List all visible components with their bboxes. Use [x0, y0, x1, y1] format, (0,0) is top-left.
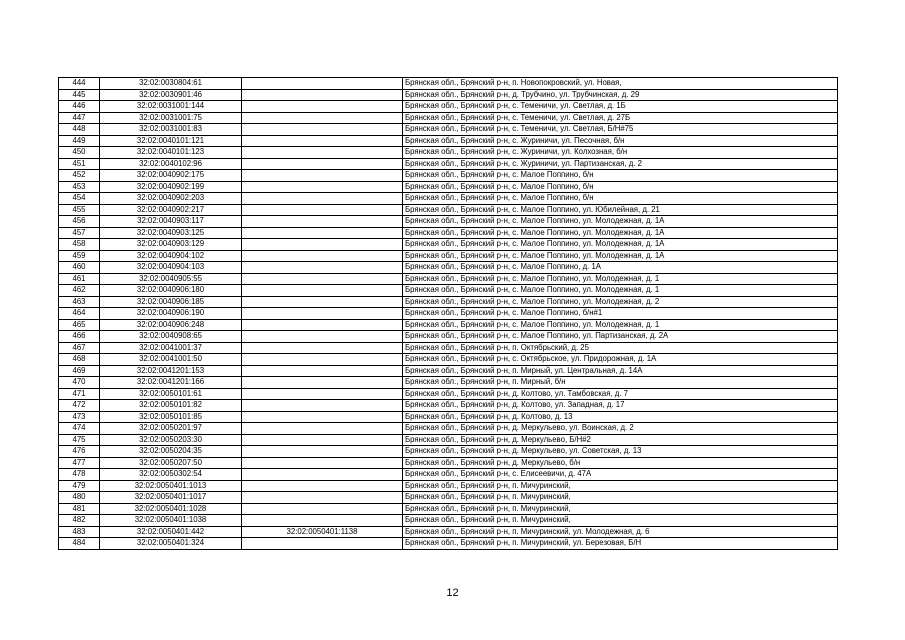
table-row — [59, 170, 838, 182]
row-number-cell: 469 — [59, 365, 100, 377]
table-row — [59, 342, 838, 354]
related-cadastral-number-cell — [242, 285, 403, 297]
address-cell: Брянская обл., Брянский р-н, с. Малое Поппино, ул. Молодежная, д. 1 — [403, 285, 838, 297]
table-row — [59, 124, 838, 136]
address-cell: Брянская обл., Брянский р-н, п. Мичуринский, — [403, 503, 838, 515]
table-row — [59, 204, 838, 216]
address-cell: Брянская обл., Брянский р-н, д. Меркульево, Б/Н#2 — [403, 434, 838, 446]
related-cadastral-number-cell — [242, 273, 403, 285]
address-cell: Брянская обл., Брянский р-н, п. Мичуринский, ул. Березовая, Б/Н — [403, 538, 838, 550]
row-number-cell: 472 — [59, 400, 100, 412]
related-cadastral-number-cell — [242, 181, 403, 193]
row-number-cell: 483 — [59, 526, 100, 538]
table-row — [59, 250, 838, 262]
address-cell: Брянская обл., Брянский р-н, п. Мирный, ул. Центральная, д. 14А — [403, 365, 838, 377]
related-cadastral-number-cell — [242, 331, 403, 343]
row-number-cell: 454 — [59, 193, 100, 205]
table-row — [59, 480, 838, 492]
table-row — [59, 377, 838, 389]
table-row — [59, 434, 838, 446]
row-number-cell: 468 — [59, 354, 100, 366]
related-cadastral-number-cell — [242, 469, 403, 481]
table-row — [59, 515, 838, 527]
row-number-cell: 458 — [59, 239, 100, 251]
row-number-cell: 471 — [59, 388, 100, 400]
address-cell: Брянская обл., Брянский р-н, с. Малое Поппино, ул. Молодежная, д. 1А — [403, 216, 838, 228]
table-row — [59, 308, 838, 320]
row-number-cell: 452 — [59, 170, 100, 182]
table-row — [59, 446, 838, 458]
table-row — [59, 354, 838, 366]
cadastral-number-cell: 32:02:0040903:125 — [100, 227, 242, 239]
cadastral-number-cell: 32:02:0040102:96 — [100, 158, 242, 170]
address-cell: Брянская обл., Брянский р-н, д. Трубчино, ул. Трубчинская, д. 29 — [403, 89, 838, 101]
related-cadastral-number-cell — [242, 388, 403, 400]
related-cadastral-number-cell — [242, 308, 403, 320]
table-row — [59, 492, 838, 504]
address-cell: Брянская обл., Брянский р-н, с. Журиничи, ул. Песочная, б/н — [403, 135, 838, 147]
cadastral-number-cell: 32:02:0040903:117 — [100, 216, 242, 228]
cadastral-number-cell: 32:02:0050401:1017 — [100, 492, 242, 504]
related-cadastral-number-cell — [242, 170, 403, 182]
cadastral-table — [58, 77, 838, 550]
row-number-cell: 463 — [59, 296, 100, 308]
page-number: 12 — [446, 587, 459, 599]
address-cell: Брянская обл., Брянский р-н, с. Теменичи, ул. Светлая, д. 1Б — [403, 101, 838, 113]
row-number-cell: 456 — [59, 216, 100, 228]
address-cell: Брянская обл., Брянский р-н, д. Меркульево, ул. Воинская, д. 2 — [403, 423, 838, 435]
row-number-cell: 448 — [59, 124, 100, 136]
row-number-cell: 446 — [59, 101, 100, 113]
cadastral-number-cell: 32:02:0050204:35 — [100, 446, 242, 458]
address-cell: Брянская обл., Брянский р-н, д. Меркульево, ул. Советская, д. 13 — [403, 446, 838, 458]
address-cell: Брянская обл., Брянский р-н, с. Теменичи, ул. Светлая, Б/Н#75 — [403, 124, 838, 136]
cadastral-number-cell: 32:02:0040906:248 — [100, 319, 242, 331]
address-cell: Брянская обл., Брянский р-н, п. Мичуринский, — [403, 515, 838, 527]
related-cadastral-number-cell — [242, 78, 403, 90]
row-number-cell: 464 — [59, 308, 100, 320]
address-cell: Брянская обл., Брянский р-н, п. Мичуринский, — [403, 492, 838, 504]
related-cadastral-number-cell — [242, 342, 403, 354]
related-cadastral-number-cell — [242, 89, 403, 101]
related-cadastral-number-cell — [242, 480, 403, 492]
table-row — [59, 262, 838, 274]
related-cadastral-number-cell — [242, 227, 403, 239]
row-number-cell: 481 — [59, 503, 100, 515]
related-cadastral-number-cell — [242, 446, 403, 458]
address-cell: Брянская обл., Брянский р-н, с. Журиничи, ул. Партизанская, д. 2 — [403, 158, 838, 170]
cadastral-number-cell: 32:02:0050401:1038 — [100, 515, 242, 527]
cadastral-number-cell: 32:02:0040902:199 — [100, 181, 242, 193]
row-number-cell: 482 — [59, 515, 100, 527]
cadastral-number-cell: 32:02:0040908:65 — [100, 331, 242, 343]
address-cell: Брянская обл., Брянский р-н, с. Малое Поппино, ул. Юбилейная, д. 21 — [403, 204, 838, 216]
table-row — [59, 469, 838, 481]
address-cell: Брянская обл., Брянский р-н, с. Малое Поппино, ул. Молодежная, д. 1А — [403, 250, 838, 262]
table-row — [59, 89, 838, 101]
cadastral-number-cell: 32:02:0050401:324 — [100, 538, 242, 550]
related-cadastral-number-cell — [242, 112, 403, 124]
cadastral-number-cell: 32:02:0040902:175 — [100, 170, 242, 182]
cadastral-number-cell: 32:02:0040905:55 — [100, 273, 242, 285]
table-row — [59, 457, 838, 469]
cadastral-number-cell: 32:02:0050101:85 — [100, 411, 242, 423]
related-cadastral-number-cell — [242, 193, 403, 205]
cadastral-number-cell: 32:02:0040904:102 — [100, 250, 242, 262]
row-number-cell: 444 — [59, 78, 100, 90]
related-cadastral-number-cell — [242, 423, 403, 435]
table-row — [59, 273, 838, 285]
table-row — [59, 147, 838, 159]
table-row — [59, 423, 838, 435]
cadastral-number-cell: 32:02:0050201:97 — [100, 423, 242, 435]
row-number-cell: 459 — [59, 250, 100, 262]
related-cadastral-number-cell — [242, 503, 403, 515]
address-cell: Брянская обл., Брянский р-н, с. Малое Поппино, ул. Молодежная, д. 1 — [403, 319, 838, 331]
cadastral-number-cell: 32:02:0050101:61 — [100, 388, 242, 400]
related-cadastral-number-cell — [242, 216, 403, 228]
address-cell: Брянская обл., Брянский р-н, с. Журиничи, ул. Колхозная, б/н — [403, 147, 838, 159]
row-number-cell: 480 — [59, 492, 100, 504]
row-number-cell: 461 — [59, 273, 100, 285]
address-cell: Брянская обл., Брянский р-н, с. Теменичи, ул. Светлая, д. 27Б — [403, 112, 838, 124]
address-cell: Брянская обл., Брянский р-н, д. Колтово, ул. Западная, д. 17 — [403, 400, 838, 412]
cadastral-number-cell: 32:02:0050207:50 — [100, 457, 242, 469]
address-cell: Брянская обл., Брянский р-н, с. Малое Поппино, ул. Молодежная, д. 2 — [403, 296, 838, 308]
table-row — [59, 365, 838, 377]
cadastral-number-cell: 32:02:0031001:75 — [100, 112, 242, 124]
row-number-cell: 473 — [59, 411, 100, 423]
table-row — [59, 331, 838, 343]
table-body — [59, 78, 838, 550]
related-cadastral-number-cell — [242, 101, 403, 113]
address-cell: Брянская обл., Брянский р-н, п. Мичуринский, — [403, 480, 838, 492]
table-row — [59, 526, 838, 538]
address-cell: Брянская обл., Брянский р-н, д. Колтово, ул. Тамбовская, д. 7 — [403, 388, 838, 400]
address-cell: Брянская обл., Брянский р-н, п. Мичуринский, ул. Молодежная, д. 6 — [403, 526, 838, 538]
related-cadastral-number-cell — [242, 158, 403, 170]
cadastral-number-cell: 32:02:0050203:30 — [100, 434, 242, 446]
table-row — [59, 193, 838, 205]
address-cell: Брянская обл., Брянский р-н, д. Колтово, д. 13 — [403, 411, 838, 423]
address-cell: Брянская обл., Брянский р-н, п. Октябрьский, д. 25 — [403, 342, 838, 354]
table-row — [59, 158, 838, 170]
table-row — [59, 388, 838, 400]
table-row — [59, 538, 838, 550]
row-number-cell: 457 — [59, 227, 100, 239]
table-row — [59, 239, 838, 251]
address-cell: Брянская обл., Брянский р-н, с. Малое Поппино, б/н#1 — [403, 308, 838, 320]
related-cadastral-number-cell — [242, 377, 403, 389]
table-row — [59, 285, 838, 297]
row-number-cell: 466 — [59, 331, 100, 343]
cadastral-number-cell: 32:02:0041001:50 — [100, 354, 242, 366]
related-cadastral-number-cell — [242, 147, 403, 159]
related-cadastral-number-cell — [242, 296, 403, 308]
table-row — [59, 78, 838, 90]
row-number-cell: 477 — [59, 457, 100, 469]
table-row — [59, 411, 838, 423]
cadastral-number-cell: 32:02:0050401:1028 — [100, 503, 242, 515]
row-number-cell: 474 — [59, 423, 100, 435]
related-cadastral-number-cell — [242, 492, 403, 504]
related-cadastral-number-cell — [242, 135, 403, 147]
related-cadastral-number-cell — [242, 515, 403, 527]
related-cadastral-number-cell — [242, 319, 403, 331]
table-row — [59, 181, 838, 193]
related-cadastral-number-cell — [242, 411, 403, 423]
row-number-cell: 449 — [59, 135, 100, 147]
table-row — [59, 101, 838, 113]
table-row — [59, 296, 838, 308]
row-number-cell: 478 — [59, 469, 100, 481]
row-number-cell: 475 — [59, 434, 100, 446]
cadastral-number-cell: 32:02:0030804:61 — [100, 78, 242, 90]
related-cadastral-number-cell — [242, 354, 403, 366]
cadastral-number-cell: 32:02:0040906:190 — [100, 308, 242, 320]
address-cell: Брянская обл., Брянский р-н, с. Малое Поппино, ул. Партизанская, д. 2А — [403, 331, 838, 343]
address-cell: Брянская обл., Брянский р-н, с. Октябрьское, ул. Придорожная, д. 1А — [403, 354, 838, 366]
address-cell: Брянская обл., Брянский р-н, с. Малое Поппино, ул. Молодежная, д. 1А — [403, 239, 838, 251]
row-number-cell: 467 — [59, 342, 100, 354]
row-number-cell: 476 — [59, 446, 100, 458]
table-row — [59, 135, 838, 147]
table-row — [59, 400, 838, 412]
related-cadastral-number-cell — [242, 124, 403, 136]
cadastral-number-cell: 32:02:0031001:144 — [100, 101, 242, 113]
cadastral-number-cell: 32:02:0041201:153 — [100, 365, 242, 377]
address-cell: Брянская обл., Брянский р-н, с. Малое Поппино, б/н — [403, 181, 838, 193]
row-number-cell: 470 — [59, 377, 100, 389]
table-row — [59, 503, 838, 515]
cadastral-number-cell: 32:02:0041201:166 — [100, 377, 242, 389]
cadastral-number-cell: 32:02:0040904:103 — [100, 262, 242, 274]
cadastral-number-cell: 32:02:0030901:46 — [100, 89, 242, 101]
table-row — [59, 112, 838, 124]
address-cell: Брянская обл., Брянский р-н, с. Малое Поппино, б/н — [403, 170, 838, 182]
row-number-cell: 462 — [59, 285, 100, 297]
cadastral-number-cell: 32:02:0040902:217 — [100, 204, 242, 216]
cadastral-number-cell: 32:02:0050302:54 — [100, 469, 242, 481]
address-cell: Брянская обл., Брянский р-н, п. Новопокровский, ул. Новая, — [403, 78, 838, 90]
row-number-cell: 450 — [59, 147, 100, 159]
related-cadastral-number-cell — [242, 262, 403, 274]
cadastral-number-cell: 32:02:0040101:123 — [100, 147, 242, 159]
row-number-cell: 451 — [59, 158, 100, 170]
address-cell: Брянская обл., Брянский р-н, с. Малое Поппино, б/н — [403, 193, 838, 205]
related-cadastral-number-cell — [242, 365, 403, 377]
row-number-cell: 465 — [59, 319, 100, 331]
cadastral-number-cell: 32:02:0041001:37 — [100, 342, 242, 354]
address-cell: Брянская обл., Брянский р-н, д. Меркульево, б/н — [403, 457, 838, 469]
row-number-cell: 484 — [59, 538, 100, 550]
table-row — [59, 227, 838, 239]
row-number-cell: 455 — [59, 204, 100, 216]
row-number-cell: 453 — [59, 181, 100, 193]
cadastral-number-cell: 32:02:0040906:180 — [100, 285, 242, 297]
address-cell: Брянская обл., Брянский р-н, с. Малое Поппино, ул. Молодежная, д. 1 — [403, 273, 838, 285]
cadastral-number-cell: 32:02:0040101:121 — [100, 135, 242, 147]
address-cell: Брянская обл., Брянский р-н, с. Малое Поппино, д. 1А — [403, 262, 838, 274]
related-cadastral-number-cell — [242, 250, 403, 262]
table-row — [59, 216, 838, 228]
related-cadastral-number-cell — [242, 538, 403, 550]
cadastral-number-cell: 32:02:0050401:1013 — [100, 480, 242, 492]
cadastral-number-cell: 32:02:0040903:129 — [100, 239, 242, 251]
row-number-cell: 445 — [59, 89, 100, 101]
related-cadastral-number-cell — [242, 457, 403, 469]
cadastral-number-cell: 32:02:0040902:203 — [100, 193, 242, 205]
cadastral-number-cell: 32:02:0050401:442 — [100, 526, 242, 538]
address-cell: Брянская обл., Брянский р-н, с. Малое Поппино, ул. Молодежная, д. 1А — [403, 227, 838, 239]
cadastral-number-cell: 32:02:0050101:82 — [100, 400, 242, 412]
cadastral-number-cell: 32:02:0040906:185 — [100, 296, 242, 308]
related-cadastral-number-cell — [242, 239, 403, 251]
row-number-cell: 479 — [59, 480, 100, 492]
table-row — [59, 319, 838, 331]
related-cadastral-number-cell — [242, 204, 403, 216]
related-cadastral-number-cell: 32:02:0050401:1138 — [242, 526, 403, 538]
related-cadastral-number-cell — [242, 434, 403, 446]
row-number-cell: 447 — [59, 112, 100, 124]
address-cell: Брянская обл., Брянский р-н, с. Елисеевичи, д. 47А — [403, 469, 838, 481]
row-number-cell: 460 — [59, 262, 100, 274]
cadastral-number-cell: 32:02:0031001:83 — [100, 124, 242, 136]
related-cadastral-number-cell — [242, 400, 403, 412]
address-cell: Брянская обл., Брянский р-н, п. Мирный, б/н — [403, 377, 838, 389]
